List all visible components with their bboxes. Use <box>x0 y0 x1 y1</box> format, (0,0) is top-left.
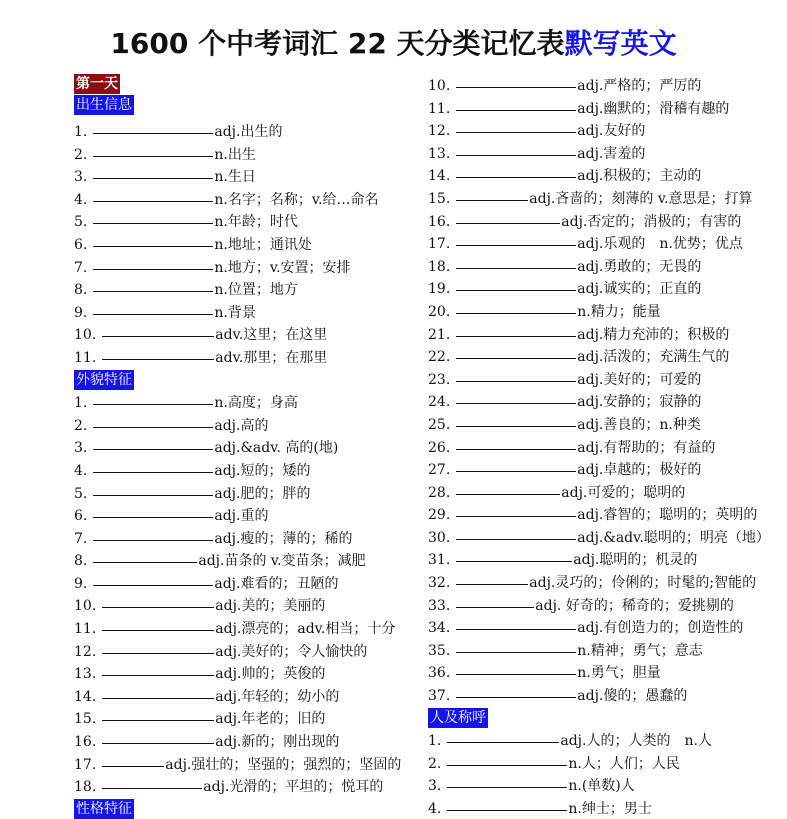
answer-blank[interactable] <box>456 435 576 450</box>
vocab-row <box>428 389 773 412</box>
vocab-row <box>74 684 406 707</box>
vocab-row <box>74 255 406 278</box>
item-number: 5. <box>74 485 88 502</box>
section-heading: 外貌特征 <box>76 371 132 388</box>
vocab-row <box>428 96 773 119</box>
answer-blank[interactable] <box>456 209 560 224</box>
vocab-row <box>428 209 773 232</box>
left-column <box>74 73 406 819</box>
item-number: 4. <box>74 462 88 479</box>
definition-text: adj.睿智的；聪明的；英明的 <box>577 507 758 524</box>
item-number: 6. <box>74 508 88 525</box>
item-number: 18. <box>74 779 97 796</box>
item-number: 17. <box>74 756 97 773</box>
definition-text: adj.高的 <box>214 417 269 434</box>
definition-text: n.背景 <box>214 304 256 321</box>
answer-blank[interactable] <box>456 73 576 88</box>
answer-blank[interactable] <box>456 389 576 404</box>
answer-blank[interactable] <box>93 277 213 292</box>
item-number: 14. <box>428 168 451 185</box>
answer-blank[interactable] <box>456 254 576 269</box>
definition-text: adj.短的；矮的 <box>214 462 311 479</box>
answer-blank[interactable] <box>102 684 214 699</box>
definition-text: adj. 好奇的；稀奇的；爱挑剔的 <box>535 597 734 614</box>
answer-blank[interactable] <box>456 118 576 133</box>
definition-text: adj.勇敢的；无畏的 <box>577 258 702 275</box>
vocab-row <box>74 593 406 616</box>
answer-blank[interactable] <box>93 548 197 563</box>
vocab-row <box>428 141 773 164</box>
definition-text: n.名字；名称；v.给…命名 <box>214 191 379 208</box>
definition-text: n.精力；能量 <box>577 303 661 320</box>
definition-text: adj.聪明的；机灵的 <box>573 552 698 569</box>
answer-blank[interactable] <box>93 164 213 179</box>
answer-blank[interactable] <box>456 163 576 178</box>
definition-text: n.绅士；男士 <box>568 801 652 817</box>
item-number: 16. <box>428 213 451 230</box>
answer-blank[interactable] <box>456 412 576 427</box>
definition-text: n.地方；v.安置；安排 <box>214 259 351 276</box>
item-number: 2. <box>428 755 442 772</box>
item-number: 24. <box>428 394 451 411</box>
vocab-row <box>74 164 406 187</box>
definition-text: adj.活泼的；充满生气的 <box>577 349 730 366</box>
vocab-row <box>428 276 773 299</box>
item-number: 14. <box>74 688 97 705</box>
vocab-row <box>74 435 406 458</box>
vocab-row <box>74 774 406 797</box>
definition-text: adj.美的；美丽的 <box>215 598 326 615</box>
vocab-row <box>74 661 406 684</box>
answer-blank[interactable] <box>102 322 214 337</box>
definition-text: n.地址；通讯处 <box>214 236 312 253</box>
definition-text: adj.人的；人类的 n.人 <box>560 733 712 750</box>
answer-blank[interactable] <box>93 390 213 405</box>
answer-blank[interactable] <box>102 661 214 676</box>
title-main: 1600 个中考词汇 22 天分类记忆表 <box>110 27 565 60</box>
answer-blank[interactable] <box>456 615 576 630</box>
vocab-row <box>74 345 406 368</box>
item-number: 11. <box>74 621 97 638</box>
vocab-row <box>74 752 406 775</box>
item-number: 2. <box>74 146 88 163</box>
definition-text: adj.可爱的；聪明的 <box>561 484 686 501</box>
item-number: 27. <box>428 462 451 479</box>
item-number: 7. <box>74 530 88 547</box>
answer-blank[interactable] <box>456 683 576 698</box>
answer-blank[interactable] <box>447 728 559 743</box>
vocab-row <box>428 73 773 96</box>
item-number: 35. <box>428 642 451 659</box>
definition-text: n.勇气；胆量 <box>577 665 661 682</box>
item-number: 3. <box>74 440 88 457</box>
vocab-row <box>74 413 406 436</box>
vocab-row <box>428 502 773 525</box>
definition-text: adj.安静的；寂静的 <box>577 394 702 411</box>
vocab-row <box>428 254 773 277</box>
definition-text: adj.重的 <box>214 508 269 525</box>
definition-text: adj.灵巧的；伶俐的；时髦的;智能的 <box>529 575 757 592</box>
vocab-row <box>428 728 773 751</box>
item-number: 31. <box>428 552 451 569</box>
vocab-row <box>428 593 773 616</box>
title-highlight: 默写英文 <box>564 27 677 60</box>
vocab-row <box>428 773 773 796</box>
vocab-row <box>74 119 406 142</box>
vocab-row <box>74 548 406 571</box>
answer-blank[interactable] <box>456 457 576 472</box>
section-heading: 人及称呼 <box>430 709 486 726</box>
item-number: 16. <box>74 734 97 751</box>
item-number: 20. <box>428 303 451 320</box>
item-number: 1. <box>74 395 88 412</box>
item-number: 37. <box>428 688 451 705</box>
answer-blank[interactable] <box>447 751 567 766</box>
answer-blank[interactable] <box>93 142 213 157</box>
answer-blank[interactable] <box>93 232 213 247</box>
definition-text: n.高度；身高 <box>214 395 298 412</box>
vocab-row <box>74 616 406 639</box>
answer-blank[interactable] <box>93 571 213 586</box>
vocab-row <box>428 322 773 345</box>
vocab-row <box>74 142 406 165</box>
definition-text: adj.年老的；旧的 <box>215 711 326 728</box>
definition-text: adj.瘦的；薄的；稀的 <box>214 530 353 547</box>
answer-blank[interactable] <box>93 209 213 224</box>
item-number: 21. <box>428 326 451 343</box>
answer-blank[interactable] <box>456 141 576 156</box>
item-number: 18. <box>428 258 451 275</box>
page-title <box>0 22 787 62</box>
definition-text: adv.这里；在这里 <box>215 327 328 344</box>
item-number: 32. <box>428 575 451 592</box>
item-number: 15. <box>428 190 451 207</box>
vocab-row <box>74 277 406 300</box>
item-number: 8. <box>74 553 88 570</box>
definition-text: adj.难看的；丑陋的 <box>214 575 339 592</box>
answer-blank[interactable] <box>102 593 214 608</box>
answer-blank[interactable] <box>93 255 213 270</box>
item-number: 10. <box>74 327 97 344</box>
vocab-row <box>428 299 773 322</box>
item-number: 4. <box>74 191 88 208</box>
definition-text: adj.肥的；胖的 <box>214 485 311 502</box>
vocab-row <box>74 209 406 232</box>
vocab-row <box>428 163 773 186</box>
answer-blank[interactable] <box>93 300 213 315</box>
vocab-row <box>74 187 406 210</box>
answer-blank[interactable] <box>102 774 202 789</box>
item-number: 10. <box>74 598 97 615</box>
item-number: 29. <box>428 507 451 524</box>
answer-blank[interactable] <box>456 525 576 540</box>
item-number: 12. <box>428 123 451 140</box>
definition-text: n.精神；勇气；意志 <box>577 642 703 659</box>
item-number: 9. <box>74 575 88 592</box>
answer-blank[interactable] <box>102 616 214 631</box>
answer-blank[interactable] <box>456 638 576 653</box>
vocab-row <box>428 435 773 458</box>
definition-text: adj.美好的；可爱的 <box>577 371 702 388</box>
definition-text: adj.精力充沛的；积极的 <box>577 326 730 343</box>
item-number: 19. <box>428 281 451 298</box>
vocab-row <box>428 638 773 661</box>
answer-blank[interactable] <box>102 752 164 767</box>
item-number: 4. <box>428 801 442 817</box>
answer-blank[interactable] <box>102 729 214 744</box>
definition-text: adj.苗条的 v.变苗条；减肥 <box>198 553 366 570</box>
vocab-row <box>428 660 773 683</box>
item-number: 12. <box>74 643 97 660</box>
day-tag: 第一天 <box>76 76 118 92</box>
answer-blank[interactable] <box>102 706 214 721</box>
answer-blank[interactable] <box>456 593 534 608</box>
definition-text: n.生日 <box>214 169 256 186</box>
item-number: 23. <box>428 371 451 388</box>
item-number: 30. <box>428 529 451 546</box>
answer-blank[interactable] <box>93 503 213 518</box>
answer-blank[interactable] <box>93 119 213 134</box>
vocab-row <box>428 118 773 141</box>
section-heading: 出生信息 <box>76 97 132 113</box>
vocab-row <box>428 186 773 209</box>
definition-text: adj.积极的；主动的 <box>577 168 702 185</box>
answer-blank[interactable] <box>447 796 567 811</box>
section-heading: 性格特征 <box>76 800 132 817</box>
item-number: 17. <box>428 236 451 253</box>
vocab-row <box>428 525 773 548</box>
item-number: 7. <box>74 259 88 276</box>
item-number: 9. <box>74 304 88 321</box>
answer-blank[interactable] <box>456 480 560 495</box>
definition-text: adj.帅的；英俊的 <box>215 666 326 683</box>
definition-text: adj.否定的；消极的；有害的 <box>561 213 742 230</box>
vocab-row <box>74 706 406 729</box>
answer-blank[interactable] <box>102 639 214 654</box>
vocab-row <box>74 390 406 413</box>
definition-text: adj.害羞的 <box>577 145 646 162</box>
vocab-row <box>74 300 406 323</box>
item-number: 11. <box>428 100 451 117</box>
definition-text: adj.善良的；n.种类 <box>577 416 701 433</box>
definition-text: adj.吝啬的；刻薄的 v.意思是；打算 <box>529 190 753 207</box>
item-number: 3. <box>428 778 442 795</box>
definition-text: n.人；人们；人民 <box>568 755 680 772</box>
definition-text: adj.友好的 <box>577 123 646 140</box>
definition-text: adv.那里；在那里 <box>215 349 328 366</box>
vocab-row <box>428 457 773 480</box>
vocab-row <box>428 683 773 706</box>
definition-text: n.出生 <box>214 146 256 163</box>
answer-blank[interactable] <box>456 299 576 314</box>
vocab-row <box>74 639 406 662</box>
vocab-row <box>428 480 773 503</box>
definition-text: adj.傻的；愚蠢的 <box>577 688 688 705</box>
answer-blank[interactable] <box>93 526 213 541</box>
vocab-row <box>428 570 773 593</box>
answer-blank[interactable] <box>447 773 567 788</box>
vocab-row <box>74 729 406 752</box>
item-number: 11. <box>74 349 97 366</box>
item-number: 10. <box>428 78 451 94</box>
definition-text: adj.漂亮的；adv.相当；十分 <box>215 621 396 638</box>
vocab-row <box>428 751 773 774</box>
definition-text: n.年龄；时代 <box>214 214 298 231</box>
item-number: 33. <box>428 597 451 614</box>
right-column <box>428 73 773 819</box>
answer-blank[interactable] <box>93 458 213 473</box>
definition-text: adj.年轻的；幼小的 <box>215 688 340 705</box>
item-number: 36. <box>428 665 451 682</box>
answer-blank[interactable] <box>456 186 528 201</box>
vocab-row <box>428 615 773 638</box>
item-number: 6. <box>74 236 88 253</box>
answer-blank[interactable] <box>456 570 528 585</box>
item-number: 22. <box>428 349 451 366</box>
answer-blank[interactable] <box>456 344 576 359</box>
vocab-row <box>428 367 773 390</box>
item-number: 34. <box>428 620 451 637</box>
item-number: 13. <box>428 145 451 162</box>
answer-blank[interactable] <box>93 435 213 450</box>
definition-text: adj.&adv. 高的(地) <box>214 440 339 457</box>
item-number: 5. <box>74 214 88 231</box>
definition-text: adj.美好的；令人愉快的 <box>215 643 368 660</box>
definition-text: adj.出生的 <box>214 124 283 140</box>
vocab-row <box>74 503 406 526</box>
item-number: 1. <box>428 733 442 750</box>
vocab-row <box>428 231 773 254</box>
answer-blank[interactable] <box>456 502 576 517</box>
answer-blank[interactable] <box>93 187 213 202</box>
item-number: 28. <box>428 484 451 501</box>
item-number: 26. <box>428 439 451 456</box>
answer-blank[interactable] <box>456 367 576 382</box>
definition-text: adj.严格的；严厉的 <box>577 78 702 94</box>
vocab-row <box>428 547 773 570</box>
item-number: 8. <box>74 282 88 299</box>
definition-text: adj.卓越的；极好的 <box>577 462 702 479</box>
item-number: 15. <box>74 711 97 728</box>
vocab-row <box>74 481 406 504</box>
vocab-row <box>428 344 773 367</box>
definition-text: n.位置；地方 <box>214 282 298 299</box>
answer-blank[interactable] <box>93 413 213 428</box>
answer-blank[interactable] <box>456 660 576 675</box>
definition-text: adj.新的；刚出现的 <box>215 734 340 751</box>
vocab-row <box>74 458 406 481</box>
answer-blank[interactable] <box>456 276 576 291</box>
answer-blank[interactable] <box>456 96 576 111</box>
answer-blank[interactable] <box>93 481 213 496</box>
definition-text: adj.光滑的；平坦的；悦耳的 <box>203 779 384 796</box>
answer-blank[interactable] <box>102 345 214 360</box>
item-number: 3. <box>74 169 88 186</box>
vocab-row <box>74 526 406 549</box>
vocab-row <box>428 412 773 435</box>
vocab-row <box>74 571 406 594</box>
definition-text: adj.幽默的；滑稽有趣的 <box>577 100 730 117</box>
answer-blank[interactable] <box>456 322 576 337</box>
vocab-row <box>428 796 773 819</box>
definition-text: n.(单数)人 <box>568 778 635 795</box>
vocab-row <box>74 232 406 255</box>
vocab-row <box>74 322 406 345</box>
definition-text: adj.&adv.聪明的；明亮（地） <box>577 529 770 546</box>
item-number: 25. <box>428 416 451 433</box>
answer-blank[interactable] <box>456 547 572 562</box>
item-number: 2. <box>74 417 88 434</box>
definition-text: adj.有创造力的；创造性的 <box>577 620 744 637</box>
definition-text: adj.乐观的 n.优势；优点 <box>577 236 743 253</box>
item-number: 1. <box>74 124 88 140</box>
definition-text: adj.强壮的；坚强的；强烈的；坚固的 <box>165 756 402 773</box>
definition-text: adj.诚实的；正直的 <box>577 281 702 298</box>
answer-blank[interactable] <box>456 231 576 246</box>
definition-text: adj.有帮助的；有益的 <box>577 439 716 456</box>
item-number: 13. <box>74 666 97 683</box>
